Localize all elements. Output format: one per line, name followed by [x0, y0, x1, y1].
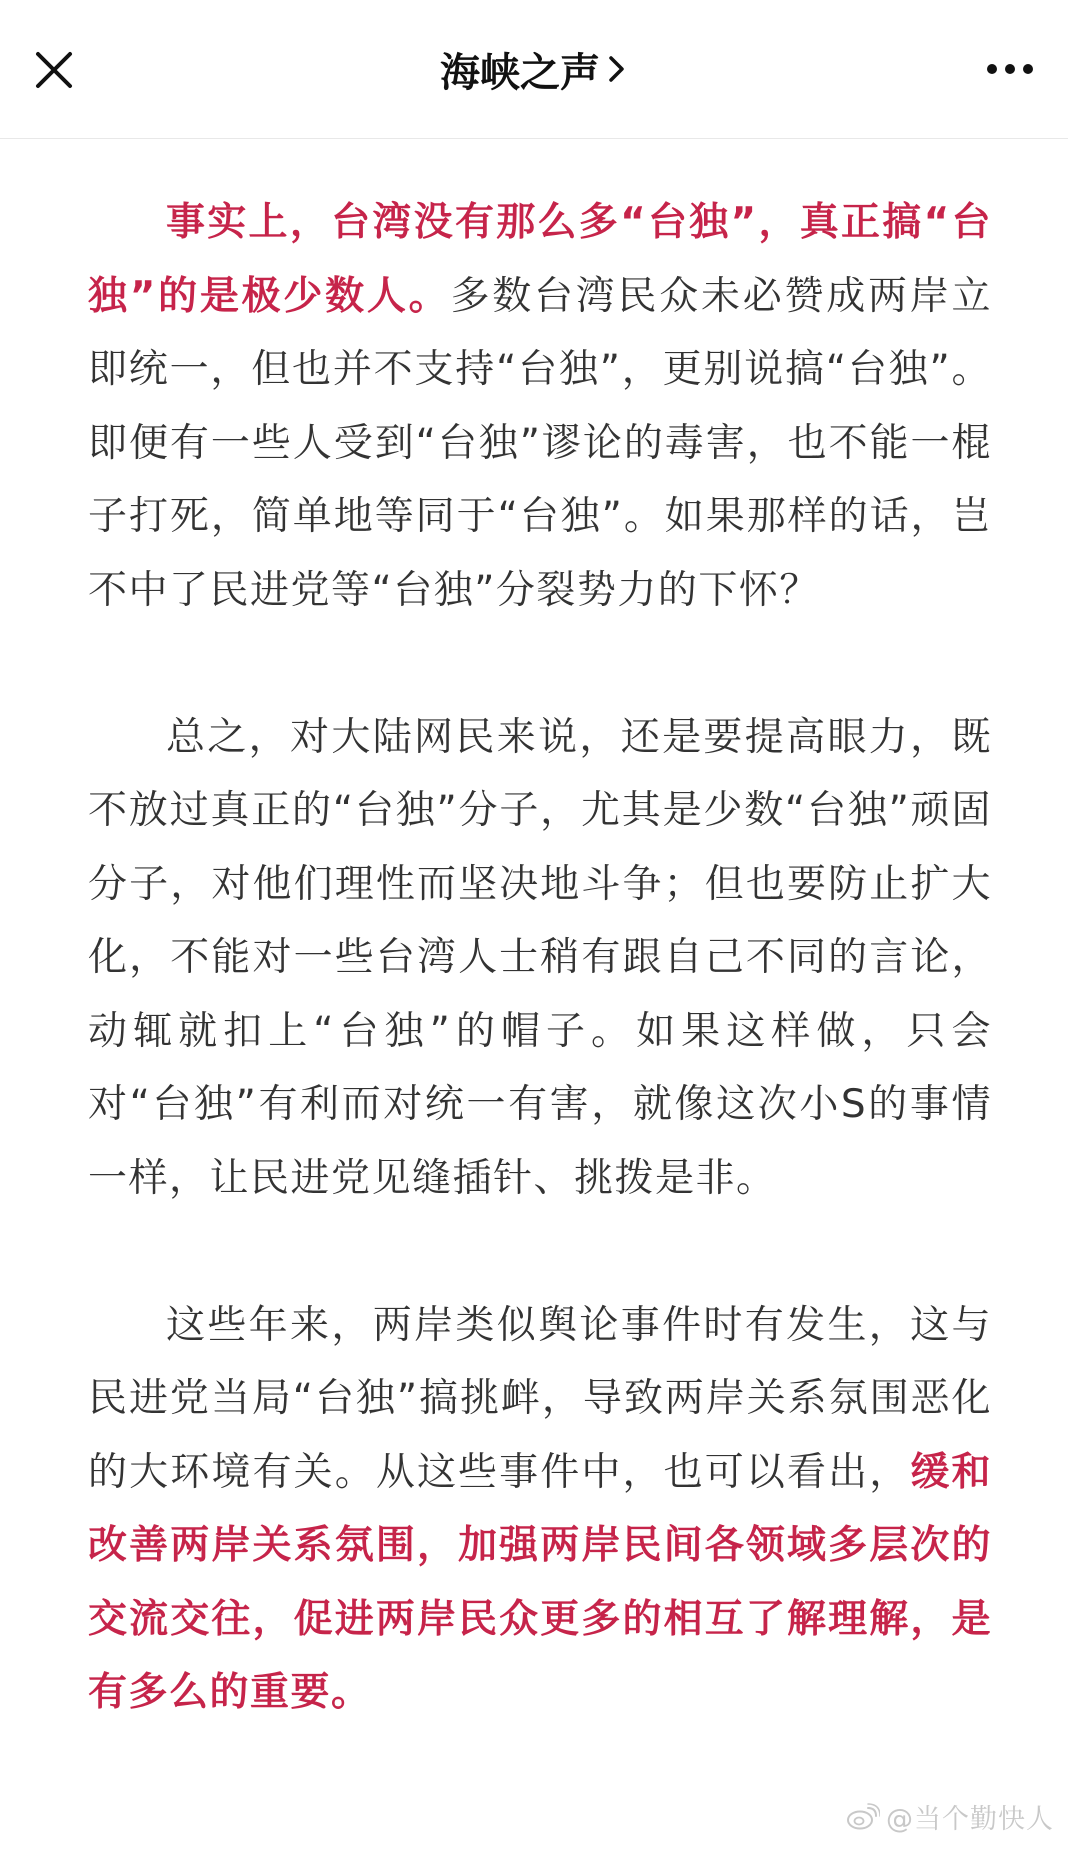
account-title[interactable] [440, 41, 628, 98]
close-icon [28, 44, 80, 96]
paragraph-text: 这些年来，两岸类似舆论事件时有发生，这与民进党当局“台独”搞挑衅，导致两岸关系氛围恶化的大环境有关。从这些事件中，也可以看出， [88, 1302, 992, 1495]
paragraph-1 [88, 186, 992, 627]
chevron-right-icon [606, 52, 628, 86]
close-button[interactable] [28, 44, 80, 96]
weibo-watermark [846, 1797, 1054, 1836]
highlight-text: 缓和改善两岸关系氛围，加强两岸民间各领域多层次的交流交往，促进两岸民众更多的相互了解理解，是有多么的重要。 [88, 1449, 992, 1715]
highlight-text: 事实上，台湾没有那么多“台独”，真正搞“台独”的是极少数人。 [88, 200, 992, 319]
weibo-icon [846, 1803, 880, 1831]
article-body [88, 186, 992, 1730]
paragraph-3 [88, 1289, 992, 1730]
paragraph-text: 总之，对大陆网民来说，还是要提高眼力，既不放过真正的“台独”分子，尤其是少数“台独”顽固分子，对他们理性而坚决地斗争；但也要防止扩大化，不能对一些台湾人士稍有跟自己不同的言论，动辄就扣上“台独”的帽子。如果这样做，只会对“台独”有利而对统一有害，就像这次小S的事情一样，让民进党见缝插针、挑拨是非。 [88, 714, 992, 1201]
more-button[interactable] [982, 52, 1038, 86]
paragraph-2 [88, 701, 992, 1216]
account-title-text: 海峡之声 [440, 49, 600, 96]
paragraph-text: 多数台湾民众未必赞成两岸立即统一，但也并不支持“台独”，更别说搞“台独”。即便有一些人受到“台独”谬论的毒害，也不能一棍子打死，简单地等同于“台独”。如果那样的话，岂不中了民进党等“台独”分裂势力的下怀？ [88, 273, 992, 613]
watermark-text: @当个勤快人 [886, 1804, 1054, 1835]
top-navigation-bar [0, 0, 1068, 139]
more-horizontal-icon [982, 52, 1038, 86]
